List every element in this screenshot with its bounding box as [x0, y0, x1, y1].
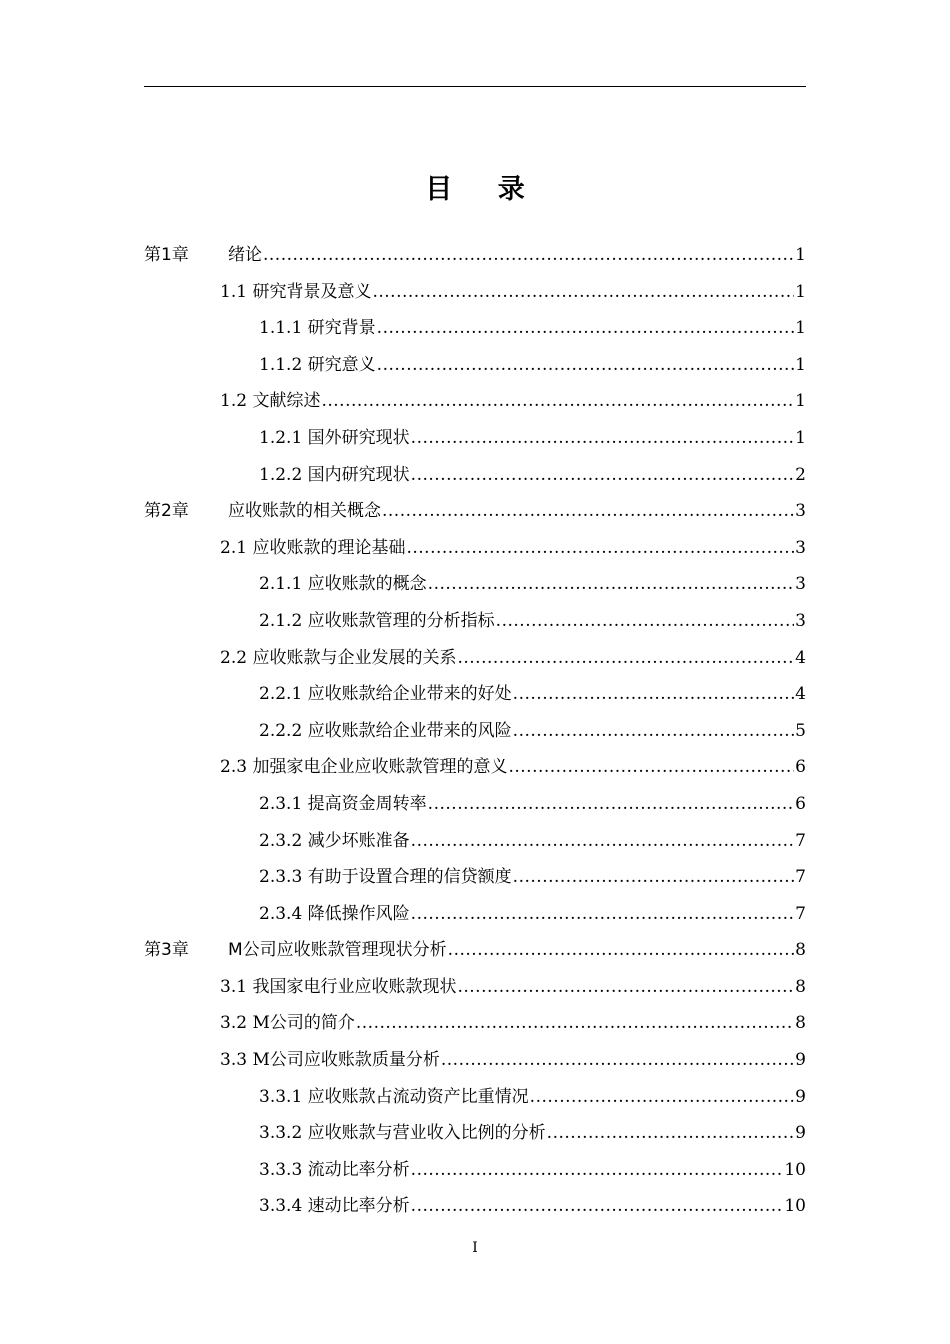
- toc-entry[interactable]: [144, 1152, 806, 1189]
- toc-entry-title: 1.2.1 国外研究现状: [259, 427, 410, 448]
- toc-page-number: 6: [795, 793, 806, 814]
- toc-page-number: 1: [795, 427, 806, 448]
- toc-entry-title: 应收账款的相关概念: [228, 501, 381, 522]
- toc-entry[interactable]: [144, 969, 806, 1006]
- toc-entry[interactable]: [144, 1042, 806, 1079]
- toc-page-number: 1: [795, 354, 806, 375]
- toc-entry[interactable]: [144, 603, 806, 640]
- toc-page-number: 4: [795, 684, 806, 705]
- dot-leader: [530, 1079, 795, 1116]
- page-number: I: [472, 1240, 478, 1256]
- dot-leader: [513, 713, 795, 750]
- toc-entry-title: 1.1.2 研究意义: [259, 354, 376, 375]
- dot-leader: [457, 969, 794, 1006]
- toc-entry[interactable]: [144, 749, 806, 786]
- toc-chapter-number: 第2章: [144, 501, 189, 522]
- dot-leader: [496, 603, 795, 640]
- toc-page-number: 1: [795, 318, 806, 339]
- dot-leader: [377, 347, 795, 384]
- toc-entry[interactable]: [144, 274, 806, 311]
- toc-entry-title: 3.3.4 速动比率分析: [259, 1196, 410, 1217]
- toc-entry[interactable]: [144, 420, 806, 457]
- toc-entry[interactable]: [144, 493, 806, 530]
- toc-entry-title: 2.3.3 有助于设置合理的信贷额度: [259, 867, 512, 888]
- toc-entry[interactable]: [144, 896, 806, 933]
- toc-entry-title: 1.1 研究背景及意义: [220, 281, 372, 302]
- toc-page-number: 9: [795, 1050, 806, 1071]
- dot-leader: [411, 1188, 784, 1225]
- dot-leader: [372, 274, 794, 311]
- toc-entry[interactable]: [144, 932, 806, 969]
- toc-chapter-number: 第1章: [144, 245, 189, 265]
- table-of-contents: [144, 237, 806, 1225]
- toc-entry[interactable]: [144, 859, 806, 896]
- toc-entry-title: 3.3.1 应收账款占流动资产比重情况: [259, 1086, 529, 1107]
- dot-leader: [377, 310, 795, 347]
- toc-page-number: 9: [795, 1086, 806, 1107]
- toc-page-number: 7: [795, 867, 806, 888]
- dot-leader: [411, 457, 795, 494]
- toc-entry[interactable]: [144, 1115, 806, 1152]
- toc-page-number: 1: [795, 391, 806, 412]
- dot-leader: [263, 237, 794, 274]
- toc-page-number: 3: [795, 501, 806, 522]
- toc-entry-title: 1.1.1 研究背景: [259, 318, 376, 339]
- dot-leader: [448, 932, 795, 969]
- toc-entry-title: 3.3.3 流动比率分析: [259, 1159, 410, 1180]
- toc-entry[interactable]: [144, 383, 806, 420]
- toc-entry[interactable]: [144, 713, 806, 750]
- toc-entry-title: 2.2.2 应收账款给企业带来的风险: [259, 720, 512, 741]
- toc-entry-title: 2.2 应收账款与企业发展的关系: [220, 647, 457, 668]
- toc-entry-title: 2.3 加强家电企业应收账款管理的意义: [220, 757, 508, 778]
- dot-leader: [411, 896, 795, 933]
- toc-page-number: 3: [795, 574, 806, 595]
- toc-entry[interactable]: [144, 786, 806, 823]
- dot-leader: [356, 1005, 794, 1042]
- toc-entry[interactable]: [144, 823, 806, 860]
- toc-entry-title: 绪论: [228, 245, 262, 265]
- dot-leader: [513, 676, 795, 713]
- toc-entry-title: 2.3.4 降低操作风险: [259, 903, 410, 924]
- toc-entry[interactable]: [144, 676, 806, 713]
- toc-entry-title: 3.3.2 应收账款与营业收入比例的分析: [259, 1123, 546, 1144]
- toc-page-number: 8: [795, 940, 806, 961]
- toc-entry[interactable]: [144, 530, 806, 567]
- toc-entry[interactable]: [144, 640, 806, 677]
- dot-leader: [457, 640, 794, 677]
- toc-page-number: 7: [795, 903, 806, 924]
- toc-page-number: 2: [795, 464, 806, 485]
- dot-leader: [411, 1152, 784, 1189]
- dot-leader: [547, 1115, 795, 1152]
- toc-entry-title: 2.1 应收账款的理论基础: [220, 537, 406, 558]
- toc-page-number: 3: [795, 537, 806, 558]
- toc-entry-title: 2.1.1 应收账款的概念: [259, 574, 427, 595]
- toc-page-number: 10: [784, 1159, 806, 1180]
- dot-leader: [382, 493, 794, 530]
- toc-page-number: 8: [795, 1013, 806, 1034]
- toc-page-number: 6: [795, 757, 806, 778]
- toc-page-number: 8: [795, 976, 806, 997]
- dot-leader: [428, 566, 795, 603]
- toc-entry-title: 3.1 我国家电行业应收账款现状: [220, 976, 457, 997]
- toc-page-number: 10: [784, 1196, 806, 1217]
- toc-entry[interactable]: [144, 1079, 806, 1116]
- dot-leader: [321, 383, 794, 420]
- toc-entry[interactable]: [144, 237, 806, 274]
- toc-page-number: 1: [795, 281, 806, 302]
- toc-entry-title: 2.3.2 减少坏账准备: [259, 830, 410, 851]
- header-rule: [144, 86, 806, 87]
- toc-entry-title: 1.2.2 国内研究现状: [259, 464, 410, 485]
- dot-leader: [513, 859, 795, 896]
- toc-entry[interactable]: [144, 310, 806, 347]
- toc-entry-title: 2.1.2 应收账款管理的分析指标: [259, 610, 495, 631]
- dot-leader: [406, 530, 794, 567]
- dot-leader: [411, 823, 795, 860]
- toc-entry-title: 3.2 M公司的简介: [220, 1013, 355, 1034]
- toc-entry-title: 2.2.1 应收账款给企业带来的好处: [259, 684, 512, 705]
- toc-entry-title: 2.3.1 提高资金周转率: [259, 793, 427, 814]
- dot-leader: [428, 786, 795, 823]
- toc-page-number: 4: [795, 647, 806, 668]
- toc-entry[interactable]: [144, 457, 806, 494]
- toc-page-number: 5: [795, 720, 806, 741]
- toc-page-number: 9: [795, 1123, 806, 1144]
- toc-page-number: 7: [795, 830, 806, 851]
- toc-entry[interactable]: [144, 566, 806, 603]
- toc-entry-title: 1.2 文献综述: [220, 391, 321, 412]
- toc-page-number: 3: [795, 610, 806, 631]
- dot-leader: [411, 420, 795, 457]
- toc-chapter-number: 第3章: [144, 940, 189, 961]
- toc-page-number: 1: [795, 245, 806, 265]
- toc-entry[interactable]: [144, 347, 806, 384]
- toc-entry-title: M公司应收账款管理现状分析: [228, 940, 447, 961]
- toc-entry-title: 3.3 M公司应收账款质量分析: [220, 1050, 440, 1071]
- page-title: 目 录: [425, 174, 543, 205]
- toc-entry[interactable]: [144, 1005, 806, 1042]
- dot-leader: [508, 749, 794, 786]
- dot-leader: [441, 1042, 794, 1079]
- toc-entry[interactable]: [144, 1188, 806, 1225]
